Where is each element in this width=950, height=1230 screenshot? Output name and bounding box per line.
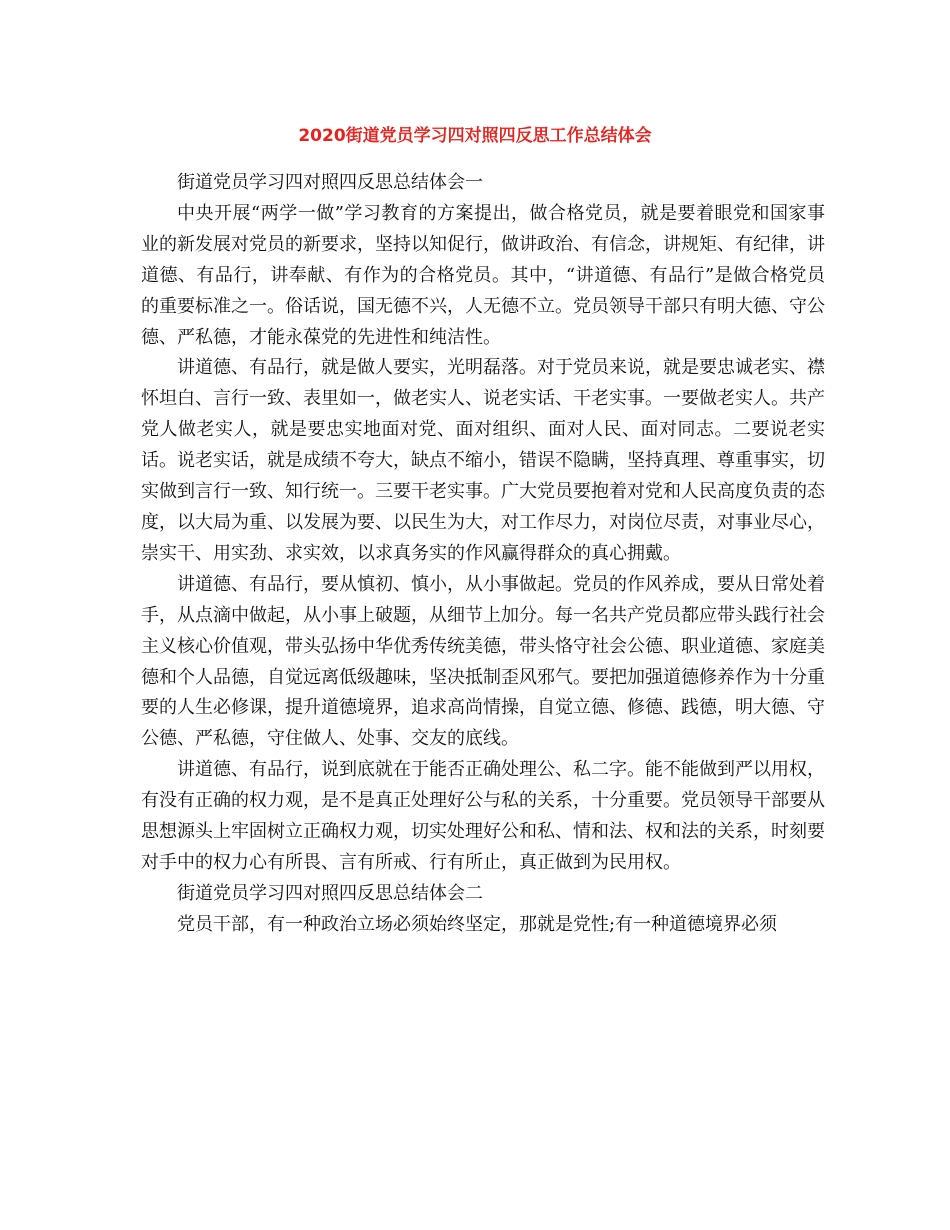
paragraph: 中央开展“两学一做”学习教育的方案提出，做合格党员，就是要着眼党和国家事业的新发展对党员的新要求，坚持以知促行，做讲政治、有信念，讲规矩、有纪律，讲道德、有品行，讲奉献、有作为的合格党员。其中，“讲道德、有品行”是做合格党员的重要标准之一。俗话说，国无德不兴，人无德不立。党员领导干部只有明大德、守公德、严私德，才能永葆党的先进性和纯洁性。 <box>141 202 825 348</box>
document-title: 2020街道党员学习四对照四反思工作总结体会 <box>298 126 652 146</box>
document-body <box>141 168 825 941</box>
paragraph: 讲道德、有品行，要从慎初、慎小，从小事做起。党员的作风养成，要从日常处着手，从点滴中做起，从小事上破题，从细节上加分。每一名共产党员都应带头践行社会主义核心价值观，带头弘扬中华优秀传统美德，带头恪守社会公德、职业道德、家庭美德和个人品德，自觉远离低级趣味，坚决抵制歪风邪气。要把加强道德修养作为十分重要的人生必修课，提升道德境界，追求高尚情操，自觉立德、修德、践德，明大德、守公德、严私德，守住做人、处事、交友的底线。 <box>141 573 825 750</box>
paragraph: 讲道德、有品行，说到底就在于能否正确处理公、私二字。能不能做到严以用权，有没有正确的权力观，是不是真正处理好公与私的关系，十分重要。党员领导干部要从思想源头上牢固树立正确权力观，切实处理好公和私、情和法、权和法的关系，时刻要对手中的权力心有所畏、言有所戒、行有所止，真正做到为民用权。 <box>141 759 825 873</box>
section-heading-2: 街道党员学习四对照四反思总结体会二 <box>177 882 483 904</box>
paragraph: 讲道德、有品行，就是做人要实，光明磊落。对于党员来说，就是要忠诚老实、襟怀坦白、言行一致、表里如一，做老实人、说老实话、干老实事。一要做老实人。共产党人做老实人，就是要忠实地面对党、面对组织、面对人民、面对同志。二要说老实话。说老实话，就是成绩不夸大，缺点不缩小，错误不隐瞒，坚持真理、尊重事实，切实做到言行一致、知行统一。三要干老实事。广大党员要抱着对党和人民高度负责的态度，以大局为重、以发展为要、以民生为大，对工作尽力，对岗位尽责，对事业尽心，崇实干、用实劲、求实效，以求真务实的作风赢得群众的真心拥戴。 <box>141 357 825 564</box>
paragraph: 党员干部，有一种政治立场必须始终坚定，那就是党性;有一种道德境界必须 <box>177 913 778 935</box>
section-heading-1: 街道党员学习四对照四反思总结体会一 <box>177 172 483 193</box>
